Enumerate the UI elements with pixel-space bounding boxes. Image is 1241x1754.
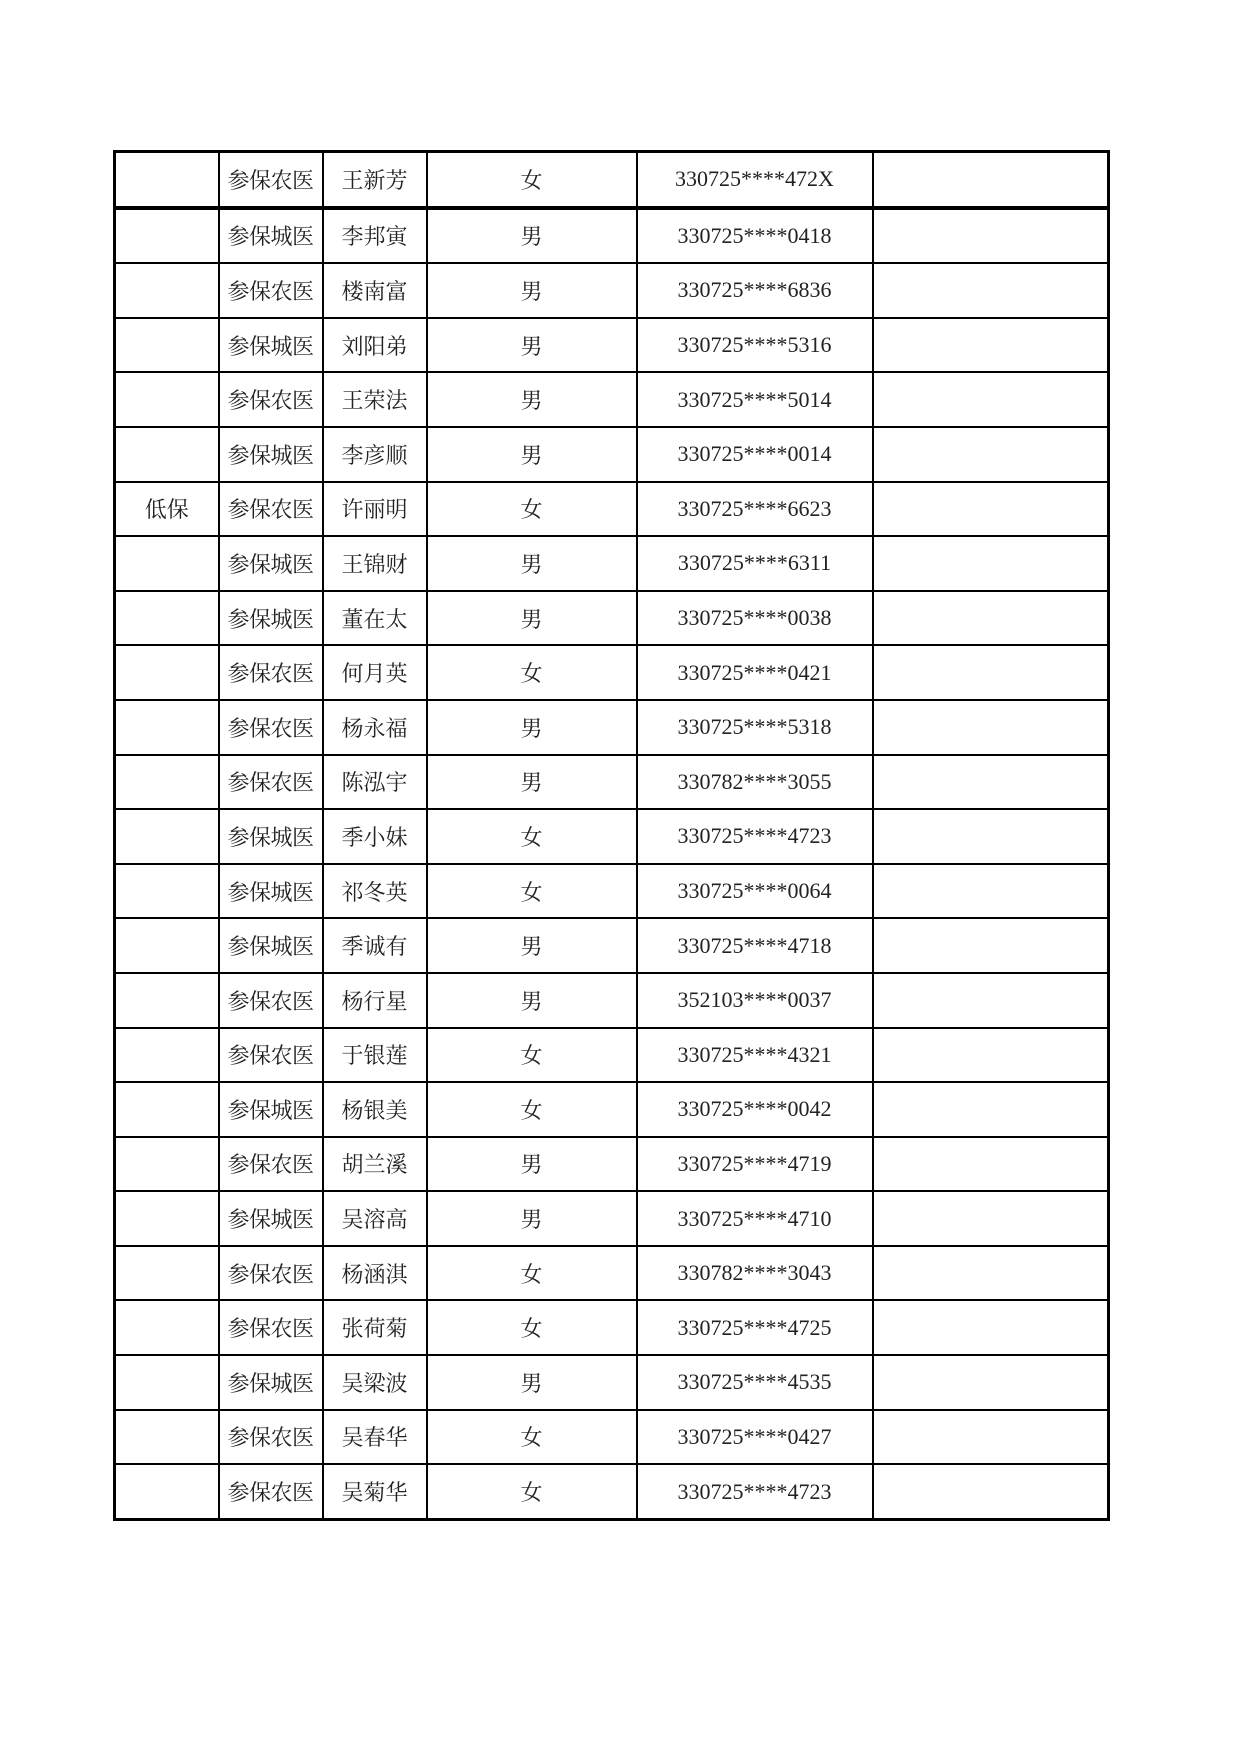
category-cell (115, 864, 219, 919)
note-cell (873, 1082, 1109, 1137)
id-number-cell: 330725****5014 (637, 372, 873, 427)
name-cell: 祁冬英 (323, 864, 427, 919)
insurance-type-cell: 参保农医 (219, 1246, 323, 1301)
id-number-cell: 330725****4723 (637, 1464, 873, 1519)
note-cell (873, 1464, 1109, 1519)
category-cell (115, 1410, 219, 1465)
insurance-type-cell: 参保城医 (219, 1355, 323, 1410)
insurance-type-cell: 参保农医 (219, 263, 323, 318)
gender-cell: 男 (427, 918, 637, 973)
note-cell (873, 427, 1109, 482)
id-number-cell: 330725****0042 (637, 1082, 873, 1137)
name-cell: 陈泓宇 (323, 755, 427, 810)
category-cell (115, 1082, 219, 1137)
table-row (115, 591, 1109, 646)
gender-cell: 女 (427, 482, 637, 537)
note-cell (873, 1300, 1109, 1355)
table-row (115, 1137, 1109, 1192)
name-cell: 楼南富 (323, 263, 427, 318)
gender-cell: 女 (427, 864, 637, 919)
note-cell (873, 591, 1109, 646)
category-cell (115, 427, 219, 482)
insurance-type-cell: 参保城医 (219, 918, 323, 973)
gender-cell: 女 (427, 1300, 637, 1355)
category-cell (115, 318, 219, 373)
name-cell: 吴春华 (323, 1410, 427, 1465)
id-number-cell: 330725****6836 (637, 263, 873, 318)
table-row (115, 152, 1109, 208)
name-cell: 王新芳 (323, 152, 427, 208)
insurance-type-cell: 参保城医 (219, 427, 323, 482)
insurance-type-cell: 参保农医 (219, 372, 323, 427)
note-cell (873, 755, 1109, 810)
gender-cell: 男 (427, 1355, 637, 1410)
note-cell (873, 645, 1109, 700)
table-row (115, 1246, 1109, 1301)
insurance-type-cell: 参保农医 (219, 152, 323, 208)
insurance-type-cell: 参保城医 (219, 1191, 323, 1246)
table-row (115, 372, 1109, 427)
gender-cell: 女 (427, 1028, 637, 1083)
insurance-type-cell: 参保城医 (219, 208, 323, 264)
roster-table (113, 150, 1110, 1521)
note-cell (873, 1028, 1109, 1083)
category-cell (115, 1191, 219, 1246)
table-row (115, 973, 1109, 1028)
name-cell: 季诚有 (323, 918, 427, 973)
name-cell: 胡兰溪 (323, 1137, 427, 1192)
category-cell (115, 645, 219, 700)
id-number-cell: 330725****0064 (637, 864, 873, 919)
insurance-type-cell: 参保农医 (219, 1464, 323, 1519)
category-cell (115, 263, 219, 318)
id-number-cell: 330725****4321 (637, 1028, 873, 1083)
table-row (115, 918, 1109, 973)
id-number-cell: 330725****472X (637, 152, 873, 208)
category-cell (115, 973, 219, 1028)
table-row (115, 864, 1109, 919)
category-cell (115, 1137, 219, 1192)
name-cell: 李彦顺 (323, 427, 427, 482)
gender-cell: 女 (427, 1246, 637, 1301)
table-row (115, 1300, 1109, 1355)
table-row (115, 1410, 1109, 1465)
category-cell (115, 809, 219, 864)
note-cell (873, 536, 1109, 591)
insurance-type-cell: 参保农医 (219, 1028, 323, 1083)
gender-cell: 男 (427, 1137, 637, 1192)
category-cell (115, 1464, 219, 1519)
insurance-type-cell: 参保城医 (219, 809, 323, 864)
gender-cell: 男 (427, 263, 637, 318)
insurance-type-cell: 参保城医 (219, 318, 323, 373)
table-row (115, 700, 1109, 755)
category-cell (115, 152, 219, 208)
category-cell (115, 1028, 219, 1083)
gender-cell: 女 (427, 152, 637, 208)
name-cell: 杨银美 (323, 1082, 427, 1137)
id-number-cell: 330725****4710 (637, 1191, 873, 1246)
note-cell (873, 973, 1109, 1028)
id-number-cell: 330725****0038 (637, 591, 873, 646)
name-cell: 王锦财 (323, 536, 427, 591)
insurance-type-cell: 参保农医 (219, 1410, 323, 1465)
id-number-cell: 330725****5316 (637, 318, 873, 373)
category-cell (115, 536, 219, 591)
note-cell (873, 482, 1109, 537)
name-cell: 许丽明 (323, 482, 427, 537)
table-row (115, 1191, 1109, 1246)
insurance-type-cell: 参保农医 (219, 1137, 323, 1192)
id-number-cell: 352103****0037 (637, 973, 873, 1028)
note-cell (873, 864, 1109, 919)
insurance-type-cell: 参保城医 (219, 1082, 323, 1137)
name-cell: 张荷菊 (323, 1300, 427, 1355)
name-cell: 于银莲 (323, 1028, 427, 1083)
insurance-type-cell: 参保农医 (219, 755, 323, 810)
note-cell (873, 1355, 1109, 1410)
category-cell (115, 1355, 219, 1410)
id-number-cell: 330725****4723 (637, 809, 873, 864)
name-cell: 李邦寅 (323, 208, 427, 264)
id-number-cell: 330725****4718 (637, 918, 873, 973)
table-row (115, 263, 1109, 318)
note-cell (873, 809, 1109, 864)
note-cell (873, 372, 1109, 427)
gender-cell: 男 (427, 208, 637, 264)
note-cell (873, 1191, 1109, 1246)
note-cell (873, 700, 1109, 755)
table-row (115, 208, 1109, 264)
note-cell (873, 1246, 1109, 1301)
insurance-type-cell: 参保农医 (219, 482, 323, 537)
table-row (115, 318, 1109, 373)
name-cell: 杨行星 (323, 973, 427, 1028)
category-cell (115, 591, 219, 646)
note-cell (873, 918, 1109, 973)
table-row (115, 755, 1109, 810)
category-cell (115, 700, 219, 755)
note-cell (873, 208, 1109, 264)
table-row (115, 1028, 1109, 1083)
id-number-cell: 330725****0427 (637, 1410, 873, 1465)
name-cell: 吴菊华 (323, 1464, 427, 1519)
roster-sheet (113, 150, 1107, 1521)
name-cell: 季小妹 (323, 809, 427, 864)
name-cell: 杨永福 (323, 700, 427, 755)
gender-cell: 男 (427, 591, 637, 646)
table-row (115, 1355, 1109, 1410)
id-number-cell: 330725****4719 (637, 1137, 873, 1192)
note-cell (873, 263, 1109, 318)
category-cell (115, 755, 219, 810)
name-cell: 吴溶高 (323, 1191, 427, 1246)
category-cell (115, 918, 219, 973)
insurance-type-cell: 参保城医 (219, 536, 323, 591)
id-number-cell: 330725****4725 (637, 1300, 873, 1355)
id-number-cell: 330782****3055 (637, 755, 873, 810)
category-cell (115, 1300, 219, 1355)
id-number-cell: 330725****0421 (637, 645, 873, 700)
name-cell: 杨涵淇 (323, 1246, 427, 1301)
insurance-type-cell: 参保农医 (219, 973, 323, 1028)
table-row (115, 482, 1109, 537)
gender-cell: 男 (427, 372, 637, 427)
name-cell: 刘阳弟 (323, 318, 427, 373)
gender-cell: 女 (427, 1464, 637, 1519)
table-row (115, 1464, 1109, 1519)
name-cell: 王荣法 (323, 372, 427, 427)
category-cell (115, 372, 219, 427)
id-number-cell: 330725****4535 (637, 1355, 873, 1410)
insurance-type-cell: 参保农医 (219, 700, 323, 755)
table-row (115, 427, 1109, 482)
gender-cell: 女 (427, 1082, 637, 1137)
id-number-cell: 330725****0418 (637, 208, 873, 264)
insurance-type-cell: 参保农医 (219, 645, 323, 700)
gender-cell: 男 (427, 427, 637, 482)
table-row (115, 645, 1109, 700)
gender-cell: 男 (427, 973, 637, 1028)
category-cell (115, 1246, 219, 1301)
insurance-type-cell: 参保城医 (219, 591, 323, 646)
note-cell (873, 1410, 1109, 1465)
insurance-type-cell: 参保城医 (219, 864, 323, 919)
gender-cell: 女 (427, 1410, 637, 1465)
name-cell: 董在太 (323, 591, 427, 646)
note-cell (873, 318, 1109, 373)
id-number-cell: 330725****6623 (637, 482, 873, 537)
name-cell: 何月英 (323, 645, 427, 700)
gender-cell: 男 (427, 536, 637, 591)
insurance-type-cell: 参保农医 (219, 1300, 323, 1355)
id-number-cell: 330725****0014 (637, 427, 873, 482)
note-cell (873, 1137, 1109, 1192)
table-row (115, 1082, 1109, 1137)
name-cell: 吴梁波 (323, 1355, 427, 1410)
gender-cell: 男 (427, 700, 637, 755)
table-body (115, 152, 1109, 1520)
gender-cell: 男 (427, 1191, 637, 1246)
gender-cell: 女 (427, 809, 637, 864)
category-cell: 低保 (115, 482, 219, 537)
id-number-cell: 330725****5318 (637, 700, 873, 755)
note-cell (873, 152, 1109, 208)
gender-cell: 女 (427, 645, 637, 700)
category-cell (115, 208, 219, 264)
table-row (115, 809, 1109, 864)
gender-cell: 男 (427, 755, 637, 810)
id-number-cell: 330782****3043 (637, 1246, 873, 1301)
gender-cell: 男 (427, 318, 637, 373)
id-number-cell: 330725****6311 (637, 536, 873, 591)
table-row (115, 536, 1109, 591)
